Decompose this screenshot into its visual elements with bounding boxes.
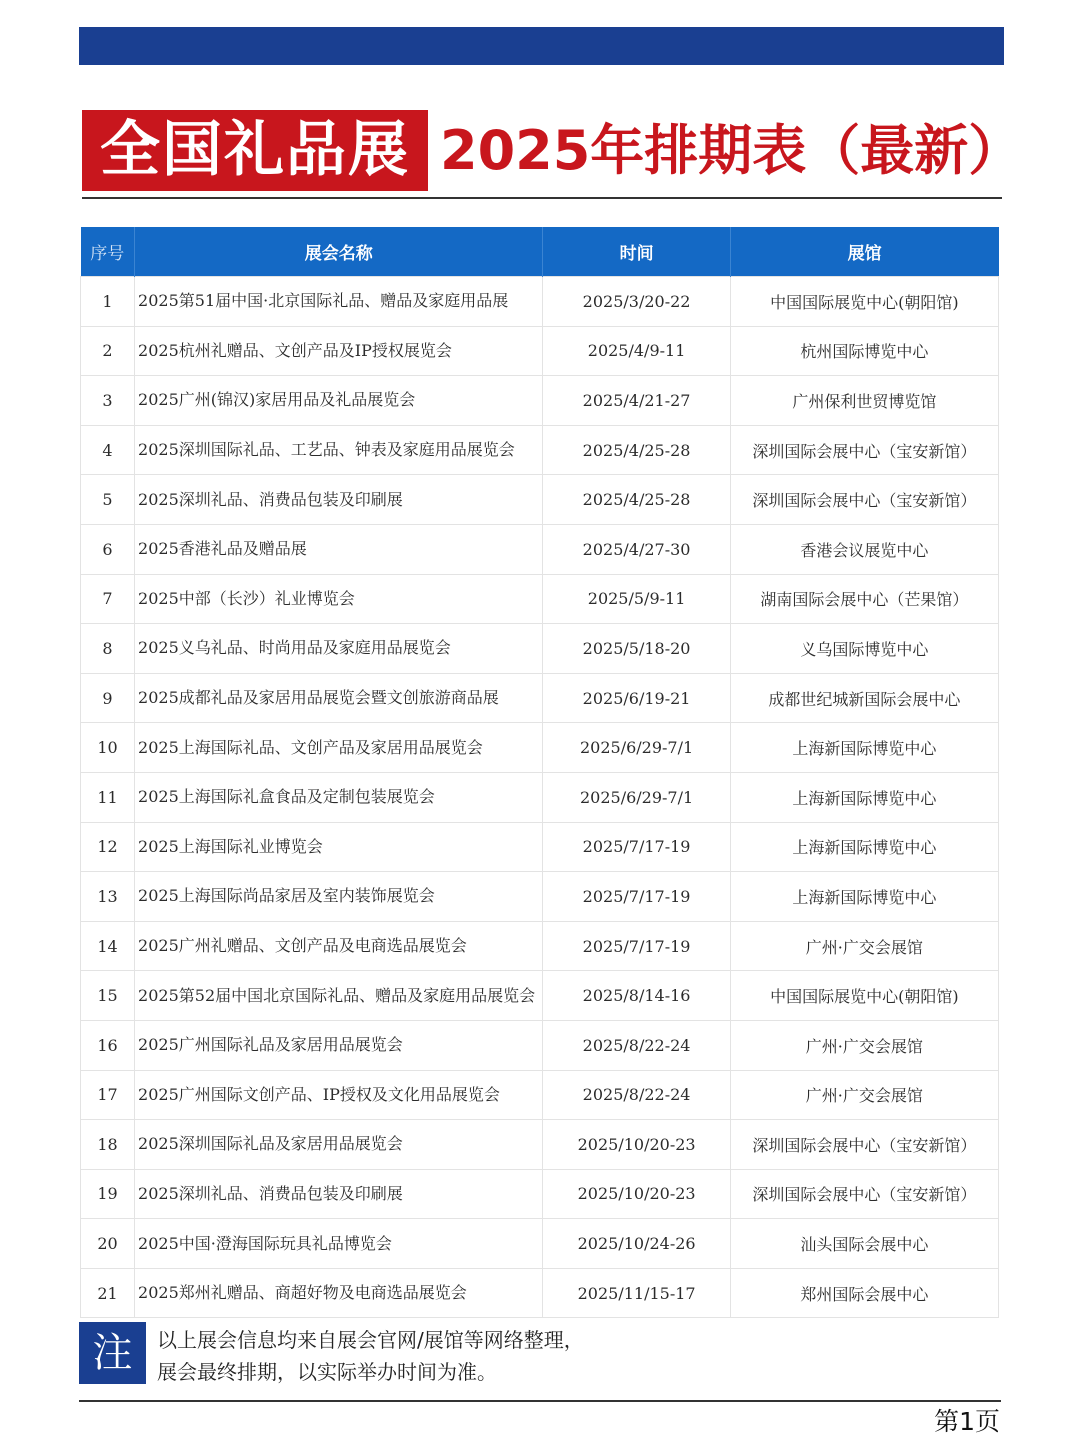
row-index: 8 bbox=[81, 624, 135, 674]
row-name: 2025广州(锦汉)家居用品及礼品展览会 bbox=[135, 376, 543, 426]
page-title: 2025年排期表（最新） bbox=[440, 119, 1023, 182]
title-divider bbox=[82, 197, 1002, 199]
header-date: 时间 bbox=[543, 227, 730, 277]
row-index: 4 bbox=[81, 425, 135, 475]
row-venue: 义乌国际博览中心 bbox=[730, 624, 998, 674]
row-name: 2025杭州礼赠品、文创产品及IP授权展览会 bbox=[135, 326, 543, 376]
row-date: 2025/10/20-23 bbox=[543, 1169, 730, 1219]
row-index: 5 bbox=[81, 475, 135, 525]
row-date: 2025/10/24-26 bbox=[543, 1219, 730, 1269]
header-name: 展会名称 bbox=[135, 227, 543, 277]
row-venue: 上海新国际博览中心 bbox=[730, 772, 998, 822]
footer-divider bbox=[79, 1400, 1001, 1402]
row-name: 2025深圳国际礼品、工艺品、钟表及家庭用品展览会 bbox=[135, 425, 543, 475]
row-name: 2025广州礼赠品、文创产品及电商选品展览会 bbox=[135, 921, 543, 971]
row-index: 6 bbox=[81, 524, 135, 574]
table-row bbox=[81, 822, 999, 872]
table-row bbox=[81, 1120, 999, 1170]
row-date: 2025/4/9-11 bbox=[543, 326, 730, 376]
table-row bbox=[81, 524, 999, 574]
table-row bbox=[81, 574, 999, 624]
row-name: 2025香港礼品及赠品展 bbox=[135, 524, 543, 574]
row-venue: 上海新国际博览中心 bbox=[730, 872, 998, 922]
row-name: 2025深圳礼品、消费品包装及印刷展 bbox=[135, 475, 543, 525]
note-line-2: 展会最终排期，以实际举办时间为准。 bbox=[157, 1360, 497, 1384]
row-date: 2025/7/17-19 bbox=[543, 872, 730, 922]
row-name: 2025深圳礼品、消费品包装及印刷展 bbox=[135, 1169, 543, 1219]
row-index: 14 bbox=[81, 921, 135, 971]
row-index: 16 bbox=[81, 1020, 135, 1070]
row-index: 11 bbox=[81, 772, 135, 822]
header-index: 序号 bbox=[81, 227, 135, 277]
table-header bbox=[81, 227, 999, 277]
row-index: 20 bbox=[81, 1219, 135, 1269]
table-row bbox=[81, 376, 999, 426]
row-venue: 深圳国际会展中心（宝安新馆） bbox=[730, 425, 998, 475]
row-venue: 郑州国际会展中心 bbox=[730, 1268, 998, 1318]
exhibition-schedule-table bbox=[80, 227, 999, 1318]
row-venue: 汕头国际会展中心 bbox=[730, 1219, 998, 1269]
row-name: 2025义乌礼品、时尚用品及家庭用品展览会 bbox=[135, 624, 543, 674]
row-venue: 广州·广交会展馆 bbox=[730, 1070, 998, 1120]
row-index: 1 bbox=[81, 277, 135, 327]
row-index: 19 bbox=[81, 1169, 135, 1219]
row-name: 2025中国·澄海国际玩具礼品博览会 bbox=[135, 1219, 543, 1269]
row-date: 2025/6/29-7/1 bbox=[543, 723, 730, 773]
row-index: 9 bbox=[81, 673, 135, 723]
table-row bbox=[81, 921, 999, 971]
row-index: 13 bbox=[81, 872, 135, 922]
row-name: 2025第51届中国·北京国际礼品、赠品及家庭用品展 bbox=[135, 277, 543, 327]
row-date: 2025/4/25-28 bbox=[543, 425, 730, 475]
table-row bbox=[81, 1070, 999, 1120]
row-name: 2025第52届中国北京国际礼品、赠品及家庭用品展览会 bbox=[135, 971, 543, 1021]
table-row bbox=[81, 872, 999, 922]
row-date: 2025/5/18-20 bbox=[543, 624, 730, 674]
row-index: 17 bbox=[81, 1070, 135, 1120]
table-row bbox=[81, 1219, 999, 1269]
row-venue: 广州·广交会展馆 bbox=[730, 1020, 998, 1070]
row-name: 2025深圳国际礼品及家居用品展览会 bbox=[135, 1120, 543, 1170]
header-venue: 展馆 bbox=[730, 227, 998, 277]
row-venue: 成都世纪城新国际会展中心 bbox=[730, 673, 998, 723]
row-venue: 杭州国际博览中心 bbox=[730, 326, 998, 376]
row-name: 2025上海国际礼盒食品及定制包装展览会 bbox=[135, 772, 543, 822]
row-index: 15 bbox=[81, 971, 135, 1021]
row-venue: 深圳国际会展中心（宝安新馆） bbox=[730, 1169, 998, 1219]
table-row bbox=[81, 1268, 999, 1318]
row-venue: 深圳国际会展中心（宝安新馆） bbox=[730, 475, 998, 525]
row-date: 2025/8/14-16 bbox=[543, 971, 730, 1021]
row-venue: 中国国际展览中心(朝阳馆) bbox=[730, 277, 998, 327]
row-name: 2025郑州礼赠品、商超好物及电商选品展览会 bbox=[135, 1268, 543, 1318]
table-row bbox=[81, 425, 999, 475]
page-number: 第1页 bbox=[934, 1407, 1000, 1436]
table-header-row bbox=[81, 227, 999, 277]
row-index: 7 bbox=[81, 574, 135, 624]
row-date: 2025/7/17-19 bbox=[543, 921, 730, 971]
table-row bbox=[81, 971, 999, 1021]
row-name: 2025成都礼品及家居用品展览会暨文创旅游商品展 bbox=[135, 673, 543, 723]
row-index: 21 bbox=[81, 1268, 135, 1318]
row-date: 2025/4/25-28 bbox=[543, 475, 730, 525]
title-highlight: 全国礼品展 bbox=[82, 110, 428, 191]
row-index: 10 bbox=[81, 723, 135, 773]
row-date: 2025/7/17-19 bbox=[543, 822, 730, 872]
row-date: 2025/5/9-11 bbox=[543, 574, 730, 624]
row-venue: 湖南国际会展中心（芒果馆） bbox=[730, 574, 998, 624]
row-name: 2025广州国际文创产品、IP授权及文化用品展览会 bbox=[135, 1070, 543, 1120]
row-venue: 香港会议展览中心 bbox=[730, 524, 998, 574]
top-banner-bar bbox=[79, 27, 1004, 65]
row-index: 3 bbox=[81, 376, 135, 426]
table-row bbox=[81, 277, 999, 327]
table-row bbox=[81, 772, 999, 822]
note-line-1: 以上展会信息均来自展会官网/展馆等网络整理， bbox=[157, 1328, 584, 1352]
row-index: 12 bbox=[81, 822, 135, 872]
table-row bbox=[81, 723, 999, 773]
row-name: 2025广州国际礼品及家居用品展览会 bbox=[135, 1020, 543, 1070]
row-date: 2025/4/21-27 bbox=[543, 376, 730, 426]
row-date: 2025/10/20-23 bbox=[543, 1120, 730, 1170]
row-venue: 深圳国际会展中心（宝安新馆） bbox=[730, 1120, 998, 1170]
table-row bbox=[81, 1020, 999, 1070]
row-venue: 广州保利世贸博览馆 bbox=[730, 376, 998, 426]
row-index: 18 bbox=[81, 1120, 135, 1170]
row-venue: 中国国际展览中心(朝阳馆) bbox=[730, 971, 998, 1021]
row-venue: 广州·广交会展馆 bbox=[730, 921, 998, 971]
row-name: 2025中部（长沙）礼业博览会 bbox=[135, 574, 543, 624]
row-date: 2025/3/20-22 bbox=[543, 277, 730, 327]
row-venue: 上海新国际博览中心 bbox=[730, 723, 998, 773]
row-date: 2025/8/22-24 bbox=[543, 1020, 730, 1070]
note-icon: 注 bbox=[79, 1322, 146, 1384]
row-index: 2 bbox=[81, 326, 135, 376]
table-row bbox=[81, 1169, 999, 1219]
row-name: 2025上海国际尚品家居及室内装饰展览会 bbox=[135, 872, 543, 922]
row-date: 2025/8/22-24 bbox=[543, 1070, 730, 1120]
row-date: 2025/6/19-21 bbox=[543, 673, 730, 723]
row-date: 2025/4/27-30 bbox=[543, 524, 730, 574]
table-row bbox=[81, 624, 999, 674]
table-row bbox=[81, 475, 999, 525]
row-date: 2025/6/29-7/1 bbox=[543, 772, 730, 822]
note-text bbox=[157, 1324, 977, 1388]
table-body bbox=[81, 277, 999, 1318]
row-name: 2025上海国际礼业博览会 bbox=[135, 822, 543, 872]
row-date: 2025/11/15-17 bbox=[543, 1268, 730, 1318]
table-row bbox=[81, 326, 999, 376]
row-name: 2025上海国际礼品、文创产品及家居用品展览会 bbox=[135, 723, 543, 773]
row-venue: 上海新国际博览中心 bbox=[730, 822, 998, 872]
table-row bbox=[81, 673, 999, 723]
